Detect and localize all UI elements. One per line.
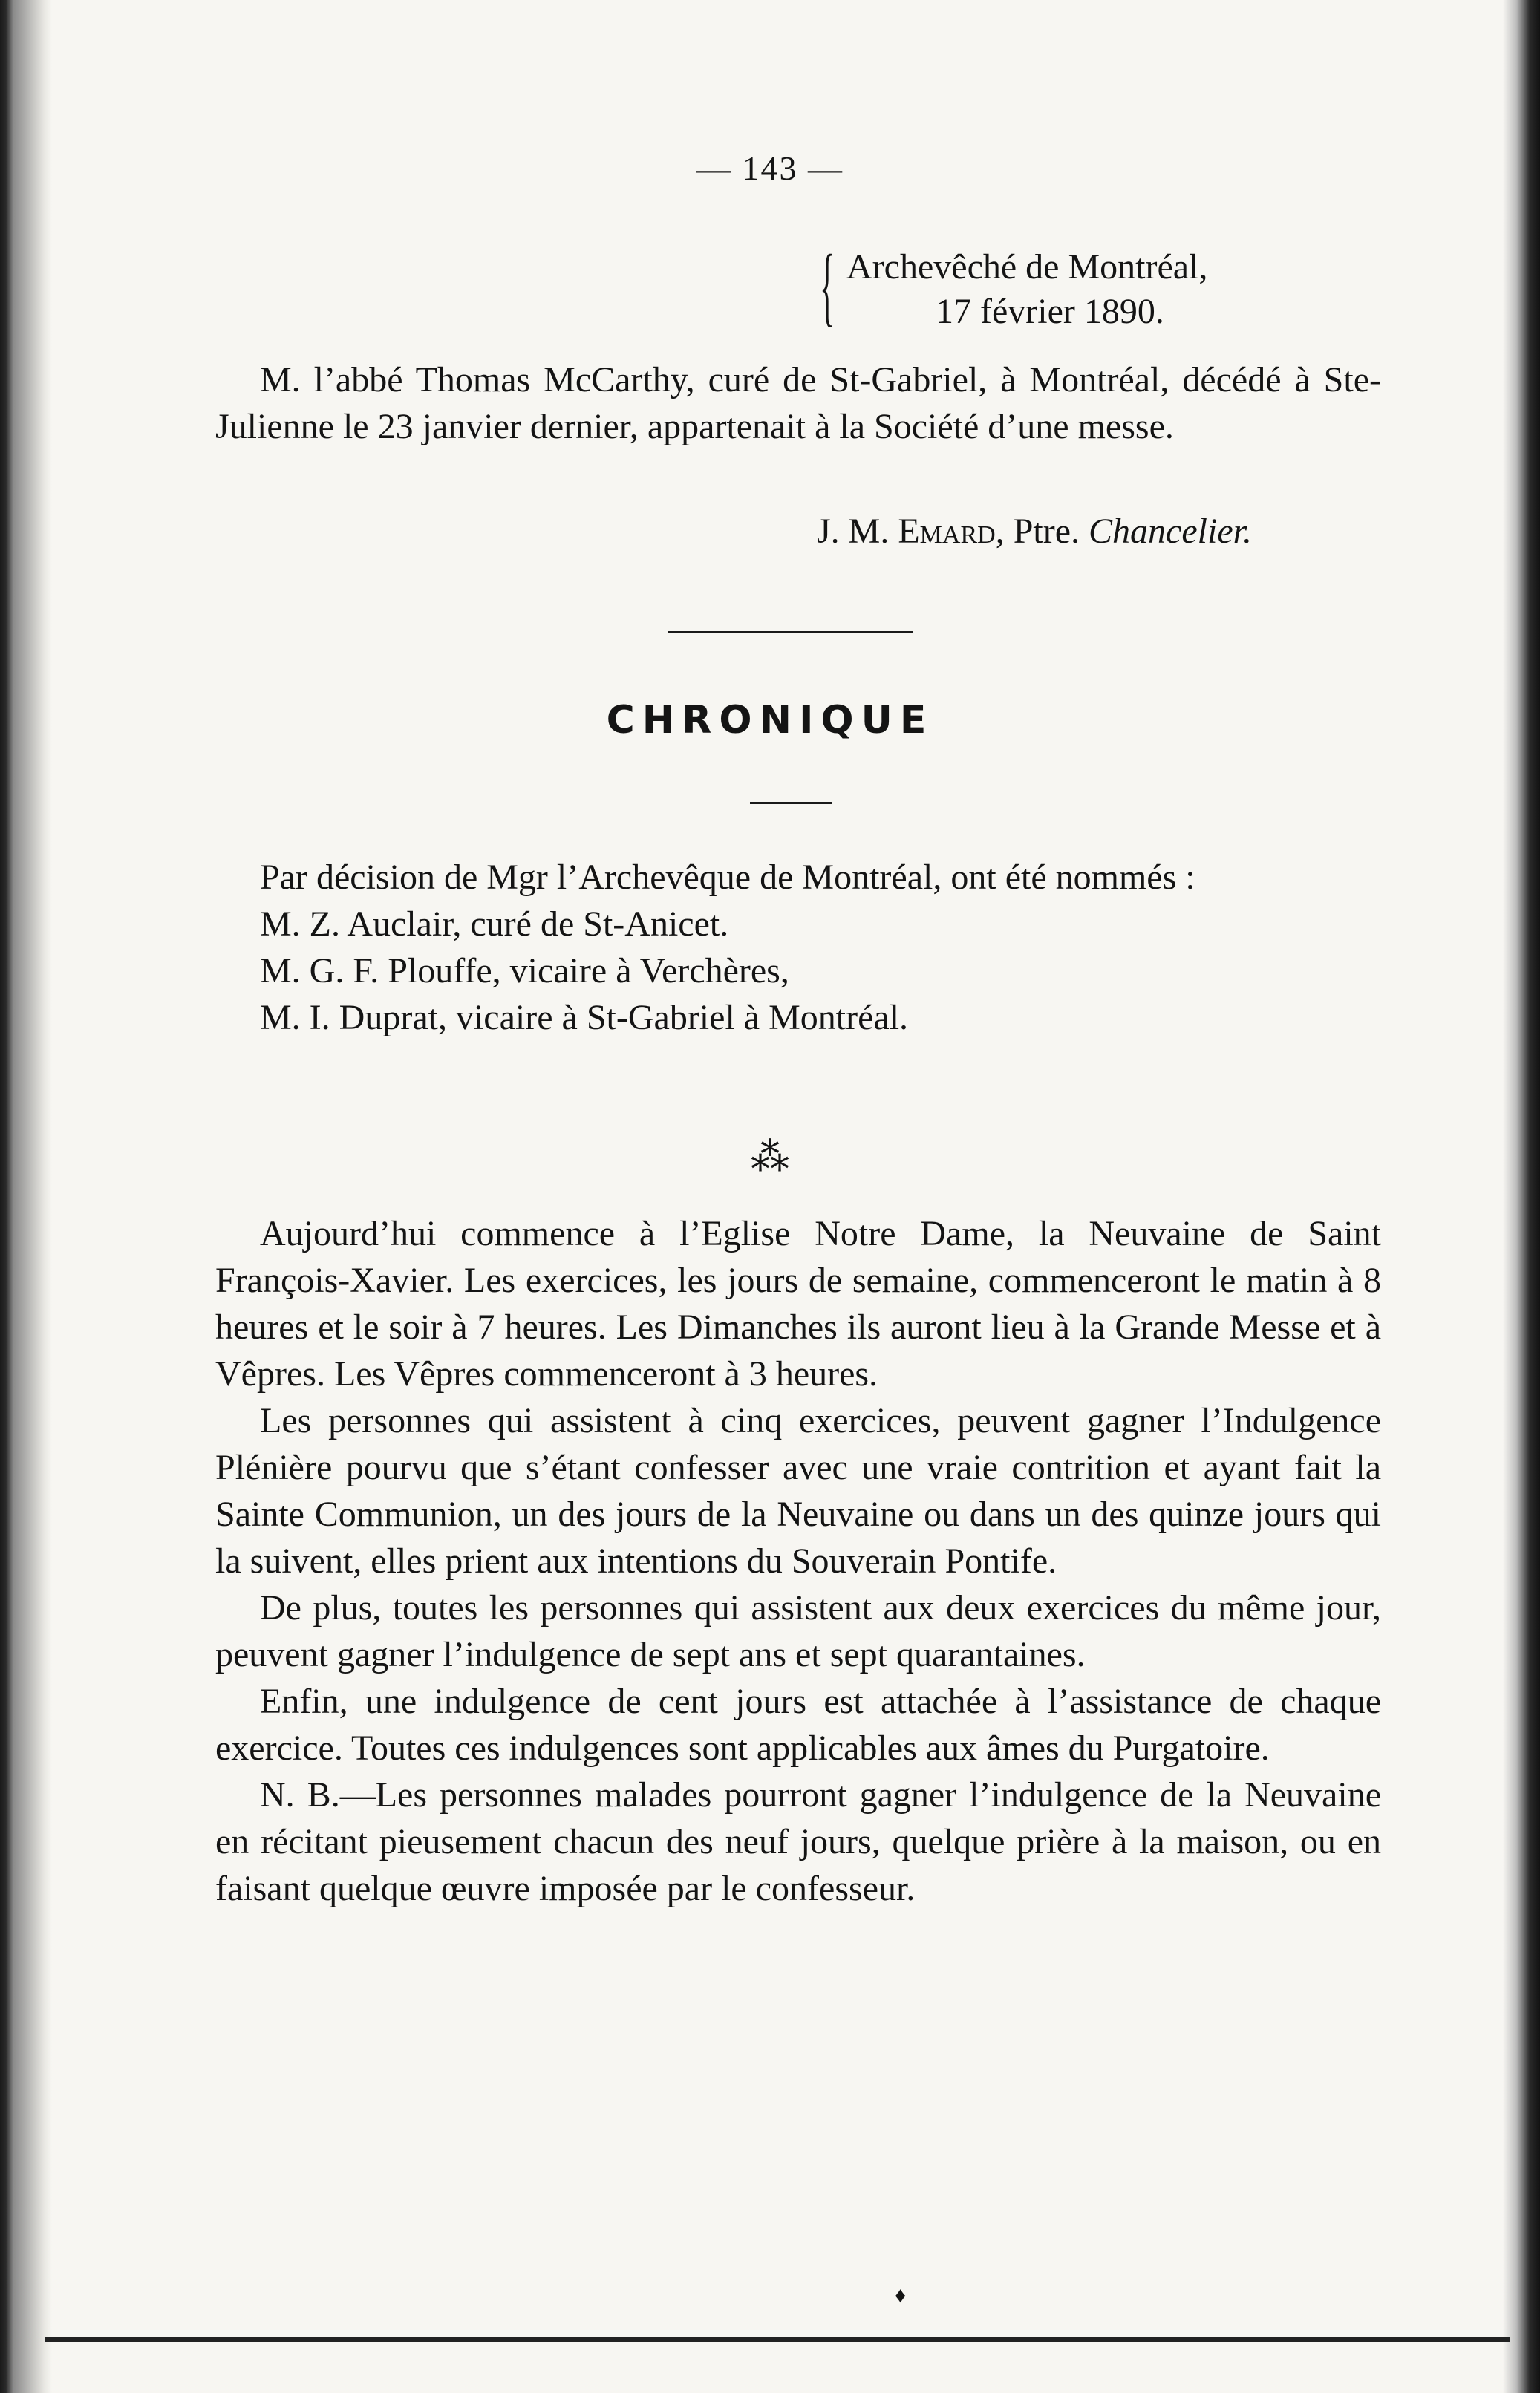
nominations-intro: Par décision de Mgr l’Archevêque de Montréal, ont été nommés :	[260, 858, 1195, 897]
signature-name: Emard	[898, 512, 996, 551]
nomination-item: M. Z. Auclair, curé de St-Anicet.	[260, 904, 729, 944]
paragraph: De plus, toutes les personnes qui assistent aux deux exercices du même jour, peuvent gagner l’indulgence de sept ans et sept quarantaines.	[215, 1588, 1381, 1674]
signature-role: Chancelier.	[1089, 512, 1252, 551]
signature	[817, 511, 1252, 552]
dateline-date: 17 février 1890.	[936, 292, 1164, 331]
paragraph: N. B.—Les personnes malades pourront gagner l’indulgence de la Neuvaine en récitant pieusement chacun des neuf jours, quelque prière à la maison, ou en faisant quelque œuvre imposée par le confesseur.	[215, 1775, 1381, 1908]
nomination-item: M. I. Duprat, vicaire à St-Gabriel à Montréal.	[260, 998, 909, 1037]
nomination-item: M. G. F. Plouffe, vicaire à Verchères,	[260, 951, 789, 990]
dateline	[820, 236, 1208, 335]
section-divider	[668, 631, 913, 633]
death-notice	[215, 356, 1381, 450]
signature-initials: J. M.	[817, 512, 890, 551]
asterism: ⁂	[751, 1137, 789, 1179]
scan-edge-right	[1503, 0, 1540, 2393]
scan-edge-left	[0, 0, 52, 2393]
section-heading: CHRONIQUE	[606, 698, 934, 742]
dateline-place: Archevêché de Montréal,	[846, 247, 1208, 287]
nominations	[215, 854, 1381, 1041]
brace-mark: {	[820, 236, 835, 335]
notice-text: M. l’abbé Thomas McCarthy, curé de St-Gabriel, à Montréal, décédé à Ste-Julienne le 23 janvier dernier, appartenait à la Société d’une messe.	[215, 360, 1381, 446]
signature-title: , Ptre.	[995, 512, 1080, 551]
paragraph: Enfin, une indulgence de cent jours est attachée à l’assistance de chaque exercice. Toutes ces indulgences sont applicables aux âmes du Purgatoire.	[215, 1682, 1381, 1768]
footer-mark: ♦	[895, 2283, 907, 2308]
neuvaine-announcement	[215, 1210, 1381, 1912]
paragraph: Les personnes qui assistent à cinq exercices, peuvent gagner l’Indulgence Plénière pourvu que s’étant confesser avec une vraie contrition et ayant fait la Sainte Communion, un des jours de la Neuvaine ou dans un des quinze jours qui la suivent, elles prient aux intentions du Souverain Pontife.	[215, 1401, 1381, 1581]
paragraph: Aujourd’hui commence à l’Eglise Notre Dame, la Neuvaine de Saint François-Xavier. Les exercices, les jours de semaine, commenceront le matin à 8 heures et le soir à 7 heures. Les Dimanches ils auront lieu à la Grande Messe et à Vêpres. Les Vêpres commenceront à 3 heures.	[215, 1214, 1381, 1394]
scan-edge-bottom	[45, 2337, 1510, 2342]
page-number: — 143 —	[696, 149, 844, 187]
heading-underline	[750, 802, 832, 804]
